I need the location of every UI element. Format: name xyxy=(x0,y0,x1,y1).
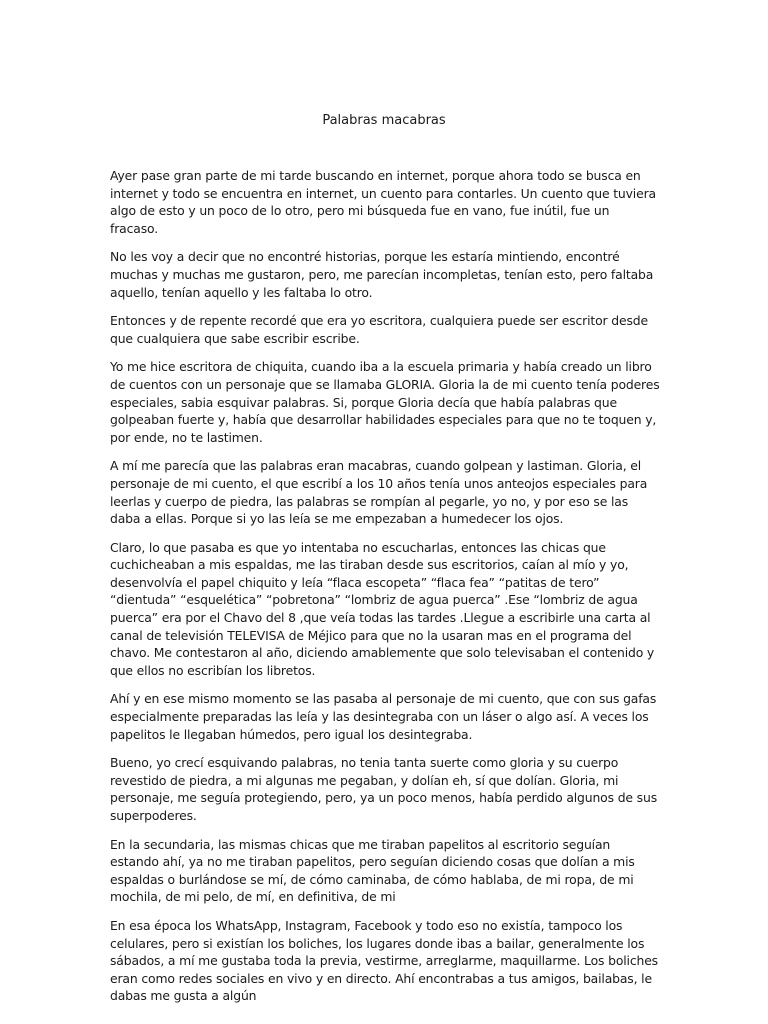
paragraph: En esa época los WhatsApp, Instagram, Facebook y todo eso no existía, tampoco los celulares, pero si existían los boliches, los lugares donde ibas a bailar, generalmente los sábados, a mí me gustaba toda la previa, vestirme, arreglarme, maquillarme. Los boliches eran como redes sociales en vivo y en directo. Ahí encontrabas a tus amigos, bailabas, le dabas me gusta a algún xyxy=(110,917,658,1004)
paragraph: Ayer pase gran parte de mi tarde buscando en internet, porque ahora todo se busca en internet y todo se encuentra en internet, un cuento para contarles. Un cuento que tuviera algo de esto y un poco de lo otro, pero mi búsqueda fue en vano, fue inútil, fue un fracaso. xyxy=(110,168,656,236)
paragraph: Yo me hice escritora de chiquita, cuando iba a la escuela primaria y había creado un libro de cuentos con un personaje que se llamaba GLORIA. Gloria la de mi cuento tenía poderes especiales, sabia esquivar palabras. Si, porque Gloria decía que había palabras que golpeaban fuerte y, había que desarrollar habilidades especiales para que no te toquen y, por ende, no te lastimen. xyxy=(110,359,660,445)
paragraph: Ahí y en ese mismo momento se las pasaba al personaje de mi cuento, que con sus gafas especialmente preparadas las leía y las desintegraba con un láser o algo así. A veces los papelitos le llegaban húmedos, pero igual los desintegraba. xyxy=(110,691,657,742)
paragraph: En la secundaria, las mismas chicas que me tiraban papelitos al escritorio seguían estando ahí, ya no me tiraban papelitos, pero seguían diciendo cosas que dolían a mis espaldas o burlándose se mí, de cómo caminaba, de cómo hablaba, de mi ropa, de mi mochila, de mi pelo, de mí, en definitiva, de mi xyxy=(110,836,635,905)
paragraph: Bueno, yo crecí esquivando palabras, no tenia tanta suerte como gloria y su cuerpo revestido de piedra, a mi algunas me pegaban, y dolían eh, sí que dolían. Gloria, mi personaje, me seguía protegiendo, pero, ya un poco menos, había perdido algunos de sus superpoderes. xyxy=(110,755,657,823)
paragraph: Entonces y de repente recordé que era yo escritora, cualquiera puede ser escritor desde que cualquiera que sabe escribir escribe. xyxy=(110,313,648,346)
document-body xyxy=(110,167,660,1016)
paragraph: Claro, lo que pasaba es que yo intentaba no escucharlas, entonces las chicas que cuchicheaban a mis espaldas, me las tiraban desde sus escritorios, caían al mío y yo, desenvolvía el papel chiquito y leía “flaca escopeta” “flaca fea” “patitas de tero” “dientuda” “esquelética” “pobretona” “lombriz de agua puerca” .Ese “lombriz de agua puerca” era por el Chavo del 8 ,que veía todas las tardes .Llegue a escribirle una carta al canal de televisión TELEVISA de Méjico para que no la usaran mas en el programa del chavo. Me contestaron al año, diciendo amablemente que solo televisaban el contenido y que ellos no escribían los libretos. xyxy=(110,539,655,678)
document-title: Palabras macabras xyxy=(322,113,446,128)
paragraph: No les voy a decir que no encontré historias, porque les estaría mintiendo, encontré muchas y muchas me gustaron, pero, me parecían incompletas, tenían esto, pero faltaba aquello, tenían aquello y les faltaba lo otro. xyxy=(110,249,654,300)
paragraph: A mí me parecía que las palabras eran macabras, cuando golpean y lastiman. Gloria, el personaje de mi cuento, el que escribí a los 10 años tenía unos anteojos especiales para leerlas y cuerpo de piedra, las palabras se rompían al pegarle, yo no, y por eso se las daba a ellas. Porque si yo las leía se me empezaban a humedecer los ojos. xyxy=(110,458,648,527)
